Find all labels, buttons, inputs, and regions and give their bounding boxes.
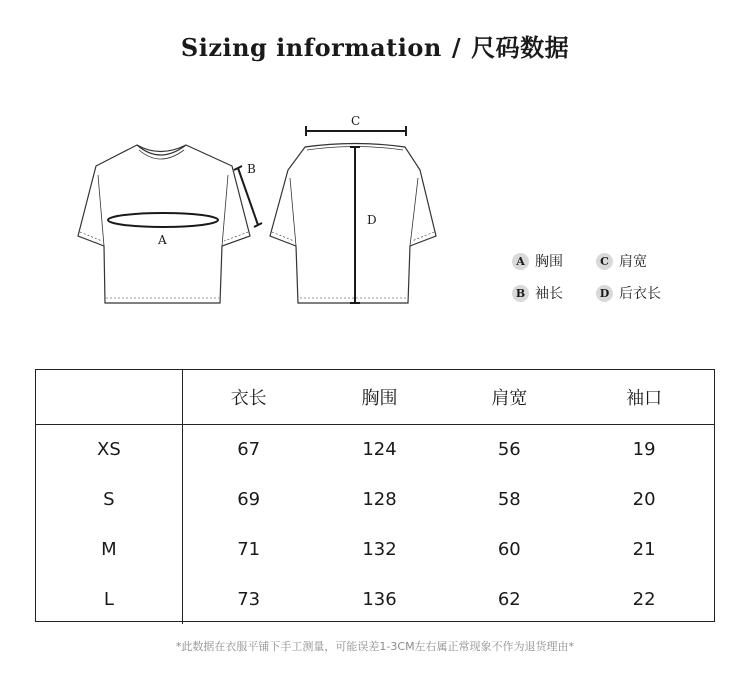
value-cell: 67 bbox=[237, 438, 261, 460]
value-cell: 58 bbox=[497, 488, 521, 510]
table-body bbox=[36, 424, 714, 624]
table-row bbox=[36, 424, 714, 474]
legend-badge-a: A bbox=[512, 253, 529, 270]
size-table bbox=[35, 369, 715, 622]
legend-label-sleeve: 袖长 bbox=[535, 286, 563, 302]
value-cell: 73 bbox=[237, 588, 261, 610]
legend-item-c bbox=[596, 251, 680, 271]
header-cell-shoulder: 肩宽 bbox=[491, 388, 528, 409]
label-b: B bbox=[247, 162, 256, 176]
header-cell-empty bbox=[36, 370, 183, 424]
header-cell-length: 衣长 bbox=[230, 388, 267, 409]
legend-label-back-length: 后衣长 bbox=[619, 286, 661, 302]
value-cell: 20 bbox=[632, 488, 656, 510]
value-cell: 136 bbox=[362, 588, 397, 610]
value-cell: 132 bbox=[362, 538, 397, 560]
legend-item-a bbox=[512, 251, 596, 271]
table-row bbox=[36, 574, 714, 624]
size-cell: M bbox=[36, 524, 183, 574]
title-separator: / bbox=[451, 33, 462, 62]
size-cell: XS bbox=[36, 424, 183, 474]
size-cell: L bbox=[36, 574, 183, 624]
table-row bbox=[36, 474, 714, 524]
label-a: A bbox=[158, 233, 167, 247]
measurement-disclaimer: *此数据在衣服平铺下手工测量，可能误差1-3CM左右属正常现象不作为退货理由* bbox=[175, 640, 575, 653]
legend-badge-c: C bbox=[596, 253, 613, 270]
legend-badge-d: D bbox=[596, 285, 613, 302]
legend-label-chest: 胸围 bbox=[535, 254, 563, 270]
legend-label-shoulder: 肩宽 bbox=[619, 254, 647, 270]
title-cn: 尺码数据 bbox=[471, 34, 570, 62]
sleeve-measure-line bbox=[238, 168, 258, 225]
value-cell: 128 bbox=[362, 488, 397, 510]
chest-measure-ellipse bbox=[108, 213, 218, 227]
value-cell: 71 bbox=[237, 538, 261, 560]
value-cell: 19 bbox=[632, 438, 656, 460]
header-cell-chest: 胸围 bbox=[361, 388, 398, 409]
legend-item-d bbox=[596, 283, 680, 303]
value-cell: 22 bbox=[632, 588, 656, 610]
header-cell-cuff: 袖口 bbox=[626, 388, 663, 409]
size-cell: S bbox=[36, 474, 183, 524]
title-en: Sizing information bbox=[180, 33, 442, 62]
label-c: C bbox=[351, 114, 361, 128]
value-cell: 56 bbox=[497, 438, 521, 460]
legend-item-b bbox=[512, 283, 596, 303]
back-tshirt-outline bbox=[270, 144, 436, 304]
value-cell: 60 bbox=[497, 538, 521, 560]
table-header bbox=[36, 370, 714, 425]
value-cell: 21 bbox=[632, 538, 656, 560]
label-d: D bbox=[367, 213, 377, 227]
value-cell: 124 bbox=[362, 438, 397, 460]
value-cell: 62 bbox=[497, 588, 521, 610]
measurement-legend bbox=[512, 250, 682, 314]
table-row bbox=[36, 524, 714, 574]
value-cell: 69 bbox=[237, 488, 261, 510]
legend-badge-b: B bbox=[512, 285, 529, 302]
